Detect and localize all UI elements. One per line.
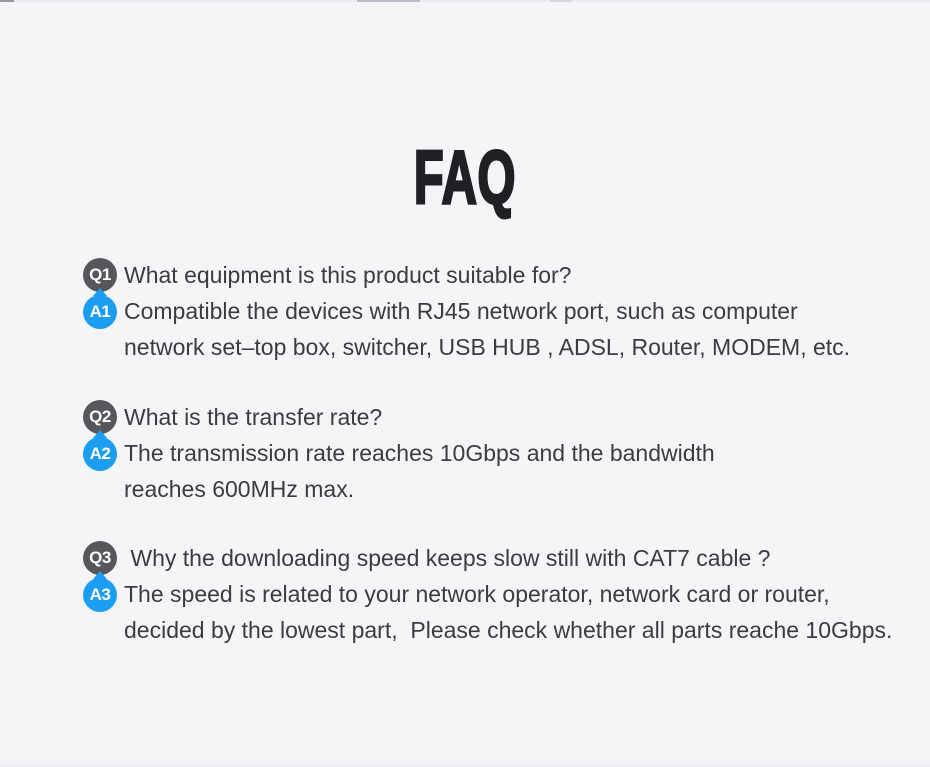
answer-line: Compatible the devices with RJ45 network port, such as computer <box>124 298 798 324</box>
question-row <box>83 541 893 575</box>
question-badge <box>83 541 117 575</box>
question-row <box>83 258 893 292</box>
answer-line: decided by the lowest part, Please check whether all parts reache 10Gbps. <box>124 617 893 643</box>
answer-badge-tail-icon <box>93 430 107 438</box>
answer-line: The transmission rate reaches 10Gbps and the bandwidth <box>124 440 715 466</box>
answer-badge <box>83 578 117 612</box>
answer-badge <box>83 295 117 329</box>
question-badge <box>83 400 117 434</box>
answer-row <box>83 578 893 648</box>
top-edge-segment <box>357 0 420 2</box>
answer-badge-label: A3 <box>89 585 111 604</box>
question-badge <box>83 258 117 292</box>
answer-line: The speed is related to your network operator, network card or router, <box>124 581 830 607</box>
question-text: What equipment is this product suitable for? <box>124 262 572 288</box>
question-row <box>83 400 893 434</box>
answer-row <box>83 437 893 507</box>
answer-text <box>124 293 850 365</box>
answer-badge-label: A1 <box>89 302 111 321</box>
answer-text <box>124 576 892 648</box>
question-badge-label: Q3 <box>89 548 111 567</box>
top-edge-line <box>0 0 930 2</box>
answer-line: reaches 600MHz max. <box>124 476 355 502</box>
qa-item <box>83 541 893 648</box>
answer-badge-tail-icon <box>93 571 107 579</box>
top-edge-segment <box>0 0 14 2</box>
question-text: What is the transfer rate? <box>124 404 383 430</box>
question-text: Why the downloading speed keeps slow still with CAT7 cable ? <box>124 545 771 571</box>
answer-badge-label: A2 <box>89 444 111 463</box>
answer-row <box>83 295 893 365</box>
answer-badge-tail-icon <box>93 288 107 296</box>
top-edge-segment <box>550 0 572 2</box>
question-badge-label: Q1 <box>89 265 111 284</box>
answer-line: network set–top box, switcher, USB HUB , ADSL, Router, MODEM, etc. <box>124 334 851 360</box>
answer-text <box>124 435 715 507</box>
answer-badge <box>83 437 117 471</box>
question-badge-label: Q2 <box>89 407 111 426</box>
qa-item <box>83 400 893 507</box>
qa-item <box>83 258 893 365</box>
page-title: FAQ <box>413 135 517 219</box>
